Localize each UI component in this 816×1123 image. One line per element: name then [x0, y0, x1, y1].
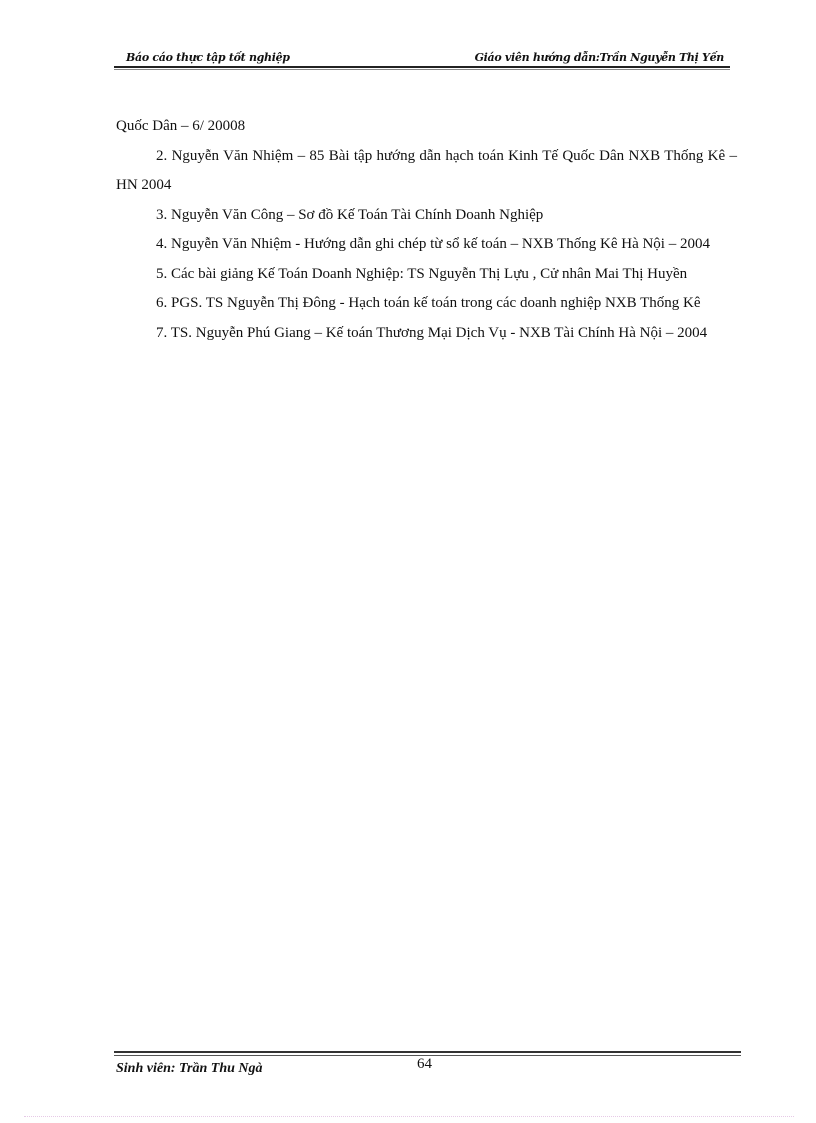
reference-item: 7. TS. Nguyễn Phú Giang – Kế toán Thương Mại Dịch Vụ - NXB Tài Chính Hà Nội – 2004: [156, 324, 708, 341]
reference-item: 4. Nguyễn Văn Nhiệm - Hướng dẫn ghi chép từ sổ kế toán – NXB Thống Kê Hà Nội – 2004: [156, 236, 710, 252]
reference-list: [116, 112, 737, 348]
header-supervisor: Giáo viên hướng dẫn:Trần Nguyễn Thị Yến: [474, 51, 724, 64]
reference-item: Quốc Dân – 6/ 20008: [116, 118, 246, 134]
reference-item: 5. Các bài giảng Kế Toán Doanh Nghiệp: TS Nguyễn Thị Lựu , Cử nhân Mai Thị Huyền: [156, 265, 688, 282]
page-boundary-divider: [24, 1116, 794, 1117]
page-footer: [114, 1051, 741, 1076]
page-number: 64: [417, 1056, 432, 1072]
header-report-title: Báo cáo thực tập tốt nghiệp: [126, 51, 290, 64]
footer-student-name: Sinh viên: Trần Thu Ngà: [116, 1061, 263, 1076]
reference-item: 2. Nguyễn Văn Nhiệm – 85 Bài tập hướng dẫn hạch toán Kinh Tế Quốc Dân NXB Thống Kê – HN 2004: [116, 147, 737, 193]
reference-item: 3. Nguyễn Văn Công – Sơ đồ Kế Toán Tài Chính Doanh Nghiệp: [156, 206, 544, 223]
page-header: [114, 50, 730, 68]
reference-item: 6. PGS. TS Nguyễn Thị Đông - Hạch toán kế toán trong các doanh nghiệp NXB Thống Kê: [156, 295, 701, 311]
